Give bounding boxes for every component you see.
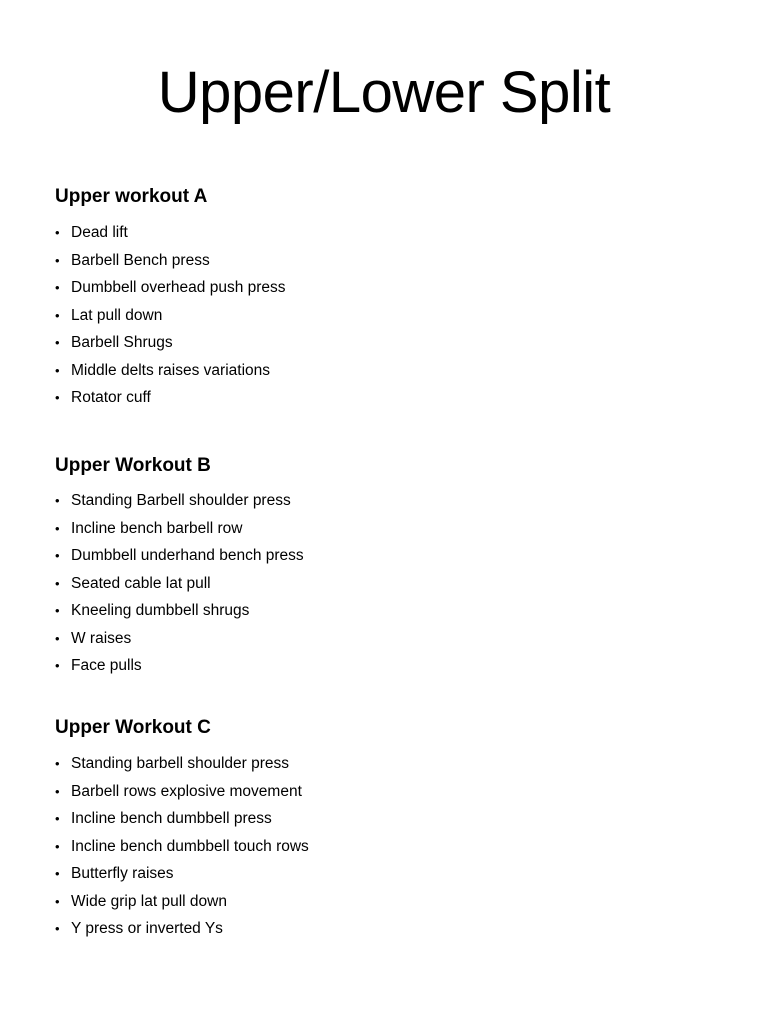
workout-section-a <box>55 185 735 416</box>
list-item <box>55 306 735 334</box>
list-item <box>55 919 735 947</box>
bullet-icon: • <box>55 866 60 881</box>
exercise-label: Y press or inverted Ys <box>71 920 223 937</box>
exercise-label: Standing Barbell shoulder press <box>71 492 291 509</box>
list-item <box>55 491 735 519</box>
exercise-label: Incline bench dumbbell touch rows <box>71 837 309 855</box>
bullet-icon: • <box>55 838 60 854</box>
bullet-icon: • <box>55 335 60 350</box>
exercise-list <box>55 491 735 684</box>
exercise-label: Barbell Shrugs <box>71 334 173 351</box>
bullet-icon: • <box>55 307 60 323</box>
bullet-icon: • <box>55 630 60 646</box>
workout-section-b <box>55 454 735 684</box>
exercise-list <box>55 754 735 947</box>
exercise-label: Butterfly raises <box>71 865 174 882</box>
bullet-icon: • <box>55 493 60 508</box>
exercise-label: Kneeling dumbbell shrugs <box>71 602 250 619</box>
exercise-list <box>55 223 735 416</box>
list-item <box>55 837 735 865</box>
exercise-label: Seated cable lat pull <box>71 574 211 592</box>
bullet-icon: • <box>55 252 60 268</box>
list-item <box>55 388 735 416</box>
workout-section-c <box>55 716 735 947</box>
bullet-icon: • <box>55 658 60 673</box>
bullet-icon: • <box>55 575 60 591</box>
section-heading: Upper workout A <box>55 186 208 207</box>
exercise-label: Lat pull down <box>71 306 163 324</box>
exercise-label: Rotator cuff <box>71 389 151 406</box>
exercise-label: Dumbbell overhead push press <box>71 279 286 296</box>
list-item <box>55 546 735 574</box>
list-item <box>55 629 735 657</box>
exercise-label: Middle delts raises variations <box>71 361 271 379</box>
page-title: Upper/Lower Split <box>157 60 611 125</box>
bullet-icon: • <box>55 756 60 771</box>
bullet-icon: • <box>55 362 60 378</box>
bullet-icon: • <box>55 520 60 536</box>
exercise-label: Face pulls <box>71 657 142 674</box>
list-item <box>55 333 735 361</box>
exercise-label: Standing barbell shoulder press <box>71 755 289 772</box>
bullet-icon: • <box>55 548 60 563</box>
section-heading: Upper Workout C <box>55 717 211 738</box>
section-heading: Upper Workout B <box>55 455 211 476</box>
list-item <box>55 782 735 810</box>
bullet-icon: • <box>55 783 60 799</box>
list-item <box>55 601 735 629</box>
list-item <box>55 892 735 920</box>
bullet-icon: • <box>55 280 60 295</box>
bullet-icon: • <box>55 225 60 240</box>
list-item <box>55 754 735 782</box>
exercise-label: Wide grip lat pull down <box>71 892 227 910</box>
exercise-label: Incline bench barbell row <box>71 519 243 537</box>
list-item <box>55 574 735 602</box>
list-item <box>55 809 735 837</box>
exercise-label: Barbell rows explosive movement <box>71 782 302 800</box>
list-item <box>55 223 735 251</box>
bullet-icon: • <box>55 921 60 936</box>
list-item <box>55 278 735 306</box>
exercise-label: Dead lift <box>71 224 128 241</box>
bullet-icon: • <box>55 893 60 909</box>
bullet-icon: • <box>55 390 60 405</box>
exercise-label: W raises <box>71 629 132 647</box>
list-item <box>55 251 735 279</box>
list-item <box>55 519 735 547</box>
exercise-label: Incline bench dumbbell press <box>71 810 272 827</box>
bullet-icon: • <box>55 603 60 618</box>
list-item <box>55 656 735 684</box>
exercise-label: Barbell Bench press <box>71 251 210 269</box>
exercise-label: Dumbbell underhand bench press <box>71 547 304 564</box>
list-item <box>55 864 735 892</box>
bullet-icon: • <box>55 811 60 826</box>
list-item <box>55 361 735 389</box>
